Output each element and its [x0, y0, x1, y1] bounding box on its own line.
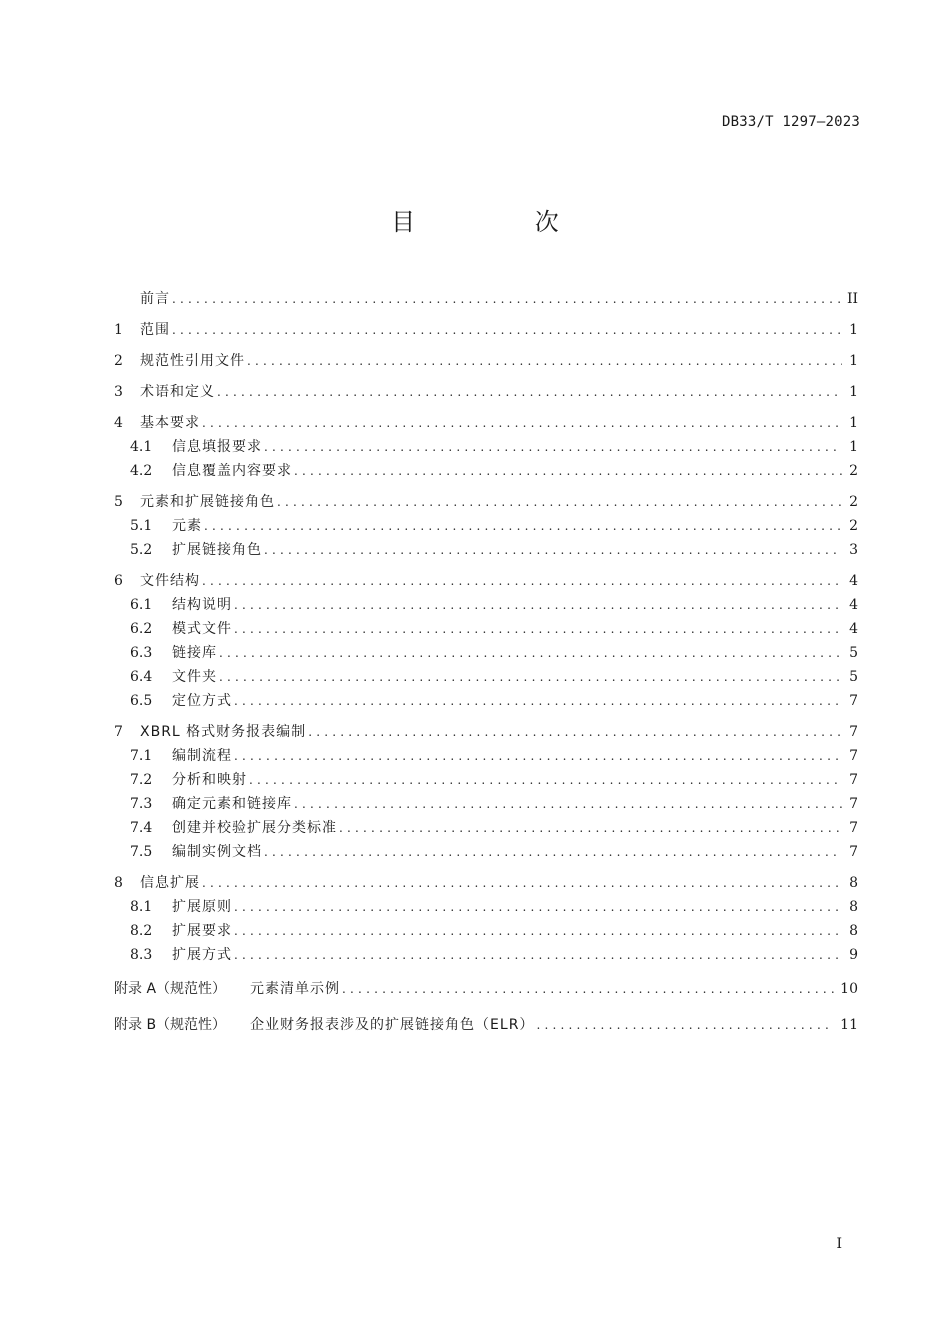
toc-dot-leader [536, 1013, 834, 1037]
toc-entry[interactable] [114, 943, 858, 967]
toc-entry-label: 模式文件 [172, 621, 232, 637]
toc-dot-leader [264, 538, 842, 562]
toc-entry-page: 4 [849, 621, 858, 637]
toc-entry-label: 前言 [140, 291, 170, 307]
toc-entry-number: 5.1 [130, 518, 153, 534]
toc-entry-number: 7 [114, 724, 123, 740]
toc-entry-label: 创建并校验扩展分类标准 [172, 820, 337, 836]
toc-dot-leader [234, 919, 842, 943]
toc-entry-number: 6.3 [130, 645, 153, 661]
toc-entry-label: 扩展原则 [172, 899, 232, 915]
toc-dot-leader [308, 720, 842, 744]
toc-entry[interactable] [114, 349, 858, 373]
toc-entry-label: 企业财务报表涉及的扩展链接角色（ELR） [250, 1017, 535, 1033]
toc-entry-number: 1 [114, 322, 123, 338]
toc-entry-label: 扩展方式 [172, 947, 232, 963]
document-code: DB33/T 1297—2023 [721, 114, 860, 130]
toc-dot-leader [234, 895, 842, 919]
toc-entry-label: 扩展链接角色 [172, 542, 262, 558]
toc-entry[interactable] [114, 792, 858, 816]
toc-entry-label: 结构说明 [172, 597, 232, 613]
page-title: 目 次 [391, 208, 615, 236]
toc-entry[interactable] [114, 435, 858, 459]
toc-entry-label: 信息填报要求 [172, 439, 262, 455]
toc-entry-page: 10 [840, 981, 858, 997]
toc-entry-number: 7.3 [130, 796, 153, 812]
toc-entry-page: 2 [849, 518, 858, 534]
toc-entry-label: 信息覆盖内容要求 [172, 463, 292, 479]
toc-dot-leader [339, 816, 842, 840]
toc-dot-leader [234, 593, 842, 617]
toc-entry[interactable] [114, 593, 858, 617]
toc-entry[interactable] [114, 1011, 858, 1039]
toc-entry-number: 6 [114, 573, 123, 589]
toc-entry-label: 元素 [172, 518, 202, 534]
table-of-contents [114, 287, 858, 1039]
toc-entry-page: 9 [849, 947, 858, 963]
toc-entry-label: 编制流程 [172, 748, 232, 764]
toc-dot-leader [219, 665, 842, 689]
toc-entry-label: 术语和定义 [140, 384, 215, 400]
toc-dot-leader [249, 768, 842, 792]
toc-entry-number: 7.5 [130, 844, 153, 860]
toc-entry-number: 7.2 [130, 772, 153, 788]
toc-entry-label: 范围 [140, 322, 170, 338]
toc-entry-label: 分析和映射 [172, 772, 247, 788]
toc-entry-page: 4 [849, 573, 858, 589]
toc-entry-page: 7 [849, 748, 858, 764]
toc-entry-number: 4 [114, 415, 123, 431]
toc-entry-page: 1 [849, 322, 858, 338]
toc-entry[interactable] [114, 641, 858, 665]
toc-dot-leader [219, 641, 842, 665]
toc-entry[interactable] [114, 840, 858, 864]
toc-entry[interactable] [114, 744, 858, 768]
toc-entry-page: 2 [849, 494, 858, 510]
toc-dot-leader [294, 459, 842, 483]
toc-entry[interactable] [114, 871, 858, 895]
toc-entry-page: II [846, 291, 858, 307]
toc-entry-page: 5 [849, 645, 858, 661]
toc-dot-leader [234, 689, 842, 713]
toc-entry-number: 4.2 [130, 463, 153, 479]
toc-dot-leader [234, 943, 842, 967]
toc-dot-leader [247, 349, 842, 373]
toc-entry-number: 8 [114, 875, 123, 891]
toc-entry[interactable] [114, 514, 858, 538]
toc-entry[interactable] [114, 318, 858, 342]
toc-entry-page: 7 [849, 693, 858, 709]
toc-entry-number: 8.3 [130, 947, 153, 963]
toc-dot-leader [217, 380, 842, 404]
toc-entry-number: 4.1 [130, 439, 153, 455]
toc-entry[interactable] [114, 895, 858, 919]
toc-entry-label: 确定元素和链接库 [172, 796, 292, 812]
toc-entry[interactable] [114, 975, 858, 1003]
toc-entry-page: 8 [849, 875, 858, 891]
toc-entry-number: 8.2 [130, 923, 153, 939]
toc-entry-page: 1 [849, 353, 858, 369]
toc-dot-leader [342, 977, 834, 1001]
toc-dot-leader [264, 435, 842, 459]
toc-entry-number: 2 [114, 353, 123, 369]
toc-dot-leader [204, 514, 842, 538]
toc-entry-number: 6.4 [130, 669, 153, 685]
toc-entry-label: 元素清单示例 [250, 981, 341, 997]
toc-entry[interactable] [114, 380, 858, 404]
toc-entry[interactable] [114, 816, 858, 840]
toc-entry-page: 1 [849, 439, 858, 455]
toc-entry-number: 3 [114, 384, 123, 400]
toc-entry-label: 基本要求 [140, 415, 200, 431]
toc-entry[interactable] [114, 490, 858, 514]
toc-dot-leader [202, 871, 842, 895]
toc-dot-leader [277, 490, 842, 514]
toc-entry-label: 信息扩展 [140, 875, 200, 891]
toc-dot-leader [234, 744, 842, 768]
toc-dot-leader [202, 569, 842, 593]
toc-entry[interactable] [114, 689, 858, 713]
toc-entry[interactable] [114, 569, 858, 593]
toc-entry-label: 元素和扩展链接角色 [140, 494, 275, 510]
toc-entry-label: 文件夹 [172, 669, 217, 685]
toc-entry-label: 定位方式 [172, 693, 232, 709]
toc-dot-leader [202, 411, 842, 435]
toc-entry[interactable] [114, 768, 858, 792]
toc-entry-number: 6.2 [130, 621, 153, 637]
toc-entry-page: 7 [849, 796, 858, 812]
toc-entry-page: 1 [849, 384, 858, 400]
toc-entry-label: XBRL 格式财务报表编制 [140, 724, 307, 740]
toc-dot-leader [294, 792, 842, 816]
toc-entry-page: 7 [849, 820, 858, 836]
toc-entry-page: 5 [849, 669, 858, 685]
toc-entry-number: 6.1 [130, 597, 153, 613]
toc-entry-label: 编制实例文档 [172, 844, 262, 860]
toc-dot-leader [172, 318, 842, 342]
toc-entry[interactable] [114, 665, 858, 689]
toc-entry-number: 8.1 [130, 899, 153, 915]
toc-entry[interactable] [114, 720, 858, 744]
toc-entry-page: 4 [849, 597, 858, 613]
toc-entry-page: 8 [849, 923, 858, 939]
toc-entry-page: 11 [840, 1017, 858, 1033]
toc-entry-number: 5 [114, 494, 123, 510]
toc-entry[interactable] [114, 538, 858, 562]
toc-entry-page: 1 [849, 415, 858, 431]
toc-dot-leader [172, 287, 841, 311]
page-number: I [836, 1236, 842, 1252]
toc-dot-leader [264, 840, 842, 864]
toc-entry[interactable] [114, 287, 858, 311]
toc-dot-leader [234, 617, 842, 641]
toc-entry-number: 附录 B（规范性） [114, 1017, 227, 1033]
toc-entry[interactable] [114, 919, 858, 943]
toc-entry-number: 附录 A（规范性） [114, 981, 227, 997]
toc-entry-page: 7 [849, 844, 858, 860]
toc-entry[interactable] [114, 459, 858, 483]
toc-entry-number: 6.5 [130, 693, 153, 709]
toc-entry-page: 7 [849, 724, 858, 740]
toc-entry-number: 7.4 [130, 820, 153, 836]
toc-entry-label: 扩展要求 [172, 923, 232, 939]
toc-entry-page: 3 [849, 542, 858, 558]
toc-entry-page: 2 [849, 463, 858, 479]
toc-entry-label: 文件结构 [140, 573, 200, 589]
toc-entry-number: 5.2 [130, 542, 153, 558]
toc-entry[interactable] [114, 411, 858, 435]
toc-entry-number: 7.1 [130, 748, 153, 764]
toc-entry[interactable] [114, 617, 858, 641]
toc-entry-label: 链接库 [172, 645, 217, 661]
toc-entry-page: 7 [849, 772, 858, 788]
toc-entry-page: 8 [849, 899, 858, 915]
toc-entry-label: 规范性引用文件 [140, 353, 245, 369]
